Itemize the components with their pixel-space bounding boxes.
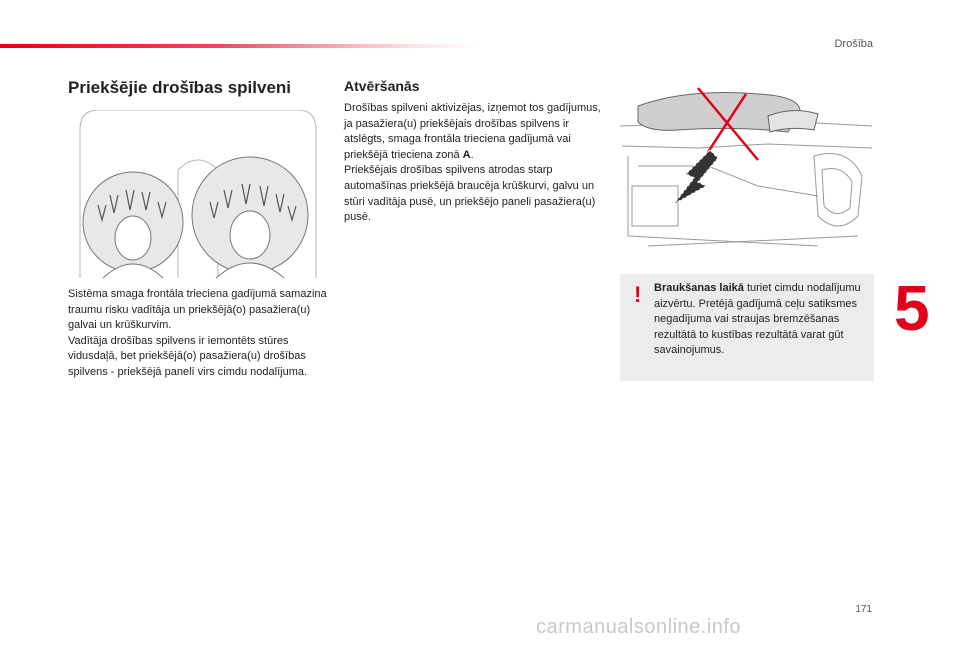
watermark: carmanualsonline.info	[536, 616, 742, 638]
middle-paragraph-1: Drošības spilveni aktivizējas, izņemot tos gadījumus, ja pasažiera(u) priekšējais drošības spilvens ir atslēgts, smaga frontāla trieciena gadījumā vai priekšējā trieciena zonā	[344, 102, 601, 161]
zone-label: A	[462, 148, 471, 161]
warning-icon: !	[634, 282, 642, 307]
warning-text: Braukšanas laikā turiet cimdu nodalījumu aizvērtu. Pretējā gadījumā ceļu satiksmes negadījuma vai straujas bremzēšanas rezultātā to kustības rezultātā varat gūt savainojumus.	[654, 282, 861, 357]
page-title: Priekšējie drošības spilveni	[68, 78, 292, 97]
left-paragraph-1: Sistēma smaga frontāla trieciena gadījumā samazina traumu risku vadītāja un priekšējā(o) pasažiera(u) galvai un krūškurvim.	[68, 288, 327, 332]
section-title: Drošība	[834, 38, 873, 50]
header-accent-bar	[0, 44, 480, 48]
left-paragraph-2: Vadītāja drošības spilvens ir iemontēts stūres vidusdaļā, bet priekšējā(o) pasažiera(u) drošības spilvens - priekšējā panelī virs cimdu nodalījuma.	[68, 334, 308, 378]
left-body-text	[68, 287, 338, 381]
warning-box	[620, 274, 874, 381]
airbag-illustration	[78, 110, 318, 280]
page-number: 171	[855, 604, 872, 615]
chapter-number: 5	[894, 272, 930, 344]
middle-paragraph-2: Priekšējais drošības spilvens atrodas starp automašīnas priekšējā braucēja krūškurvi, galvu un stūri vadītāja pusē, un priekšējo paneli pasažiera(u) pusē.	[344, 164, 596, 224]
section-heading: Atvēršanās	[344, 78, 420, 94]
arrow-down-icon	[674, 150, 718, 204]
middle-body-text: Drošības spilveni aktivizējas, izņemot tos gadījumus, ja pasažiera(u) priekšējais drošības spilvens ir atslēgts, smaga frontāla trieciena gadījumā vai priekšējā trieciena zonā A. Priekšējais drošības spilvens atrodas starp automašīnas priekšējā braucēja krūškurvi, galvu un stūri vadītāja pusē, un priekšējo paneli pasažiera(u) pusē.	[344, 102, 601, 224]
glovebox-illustration	[618, 86, 874, 256]
